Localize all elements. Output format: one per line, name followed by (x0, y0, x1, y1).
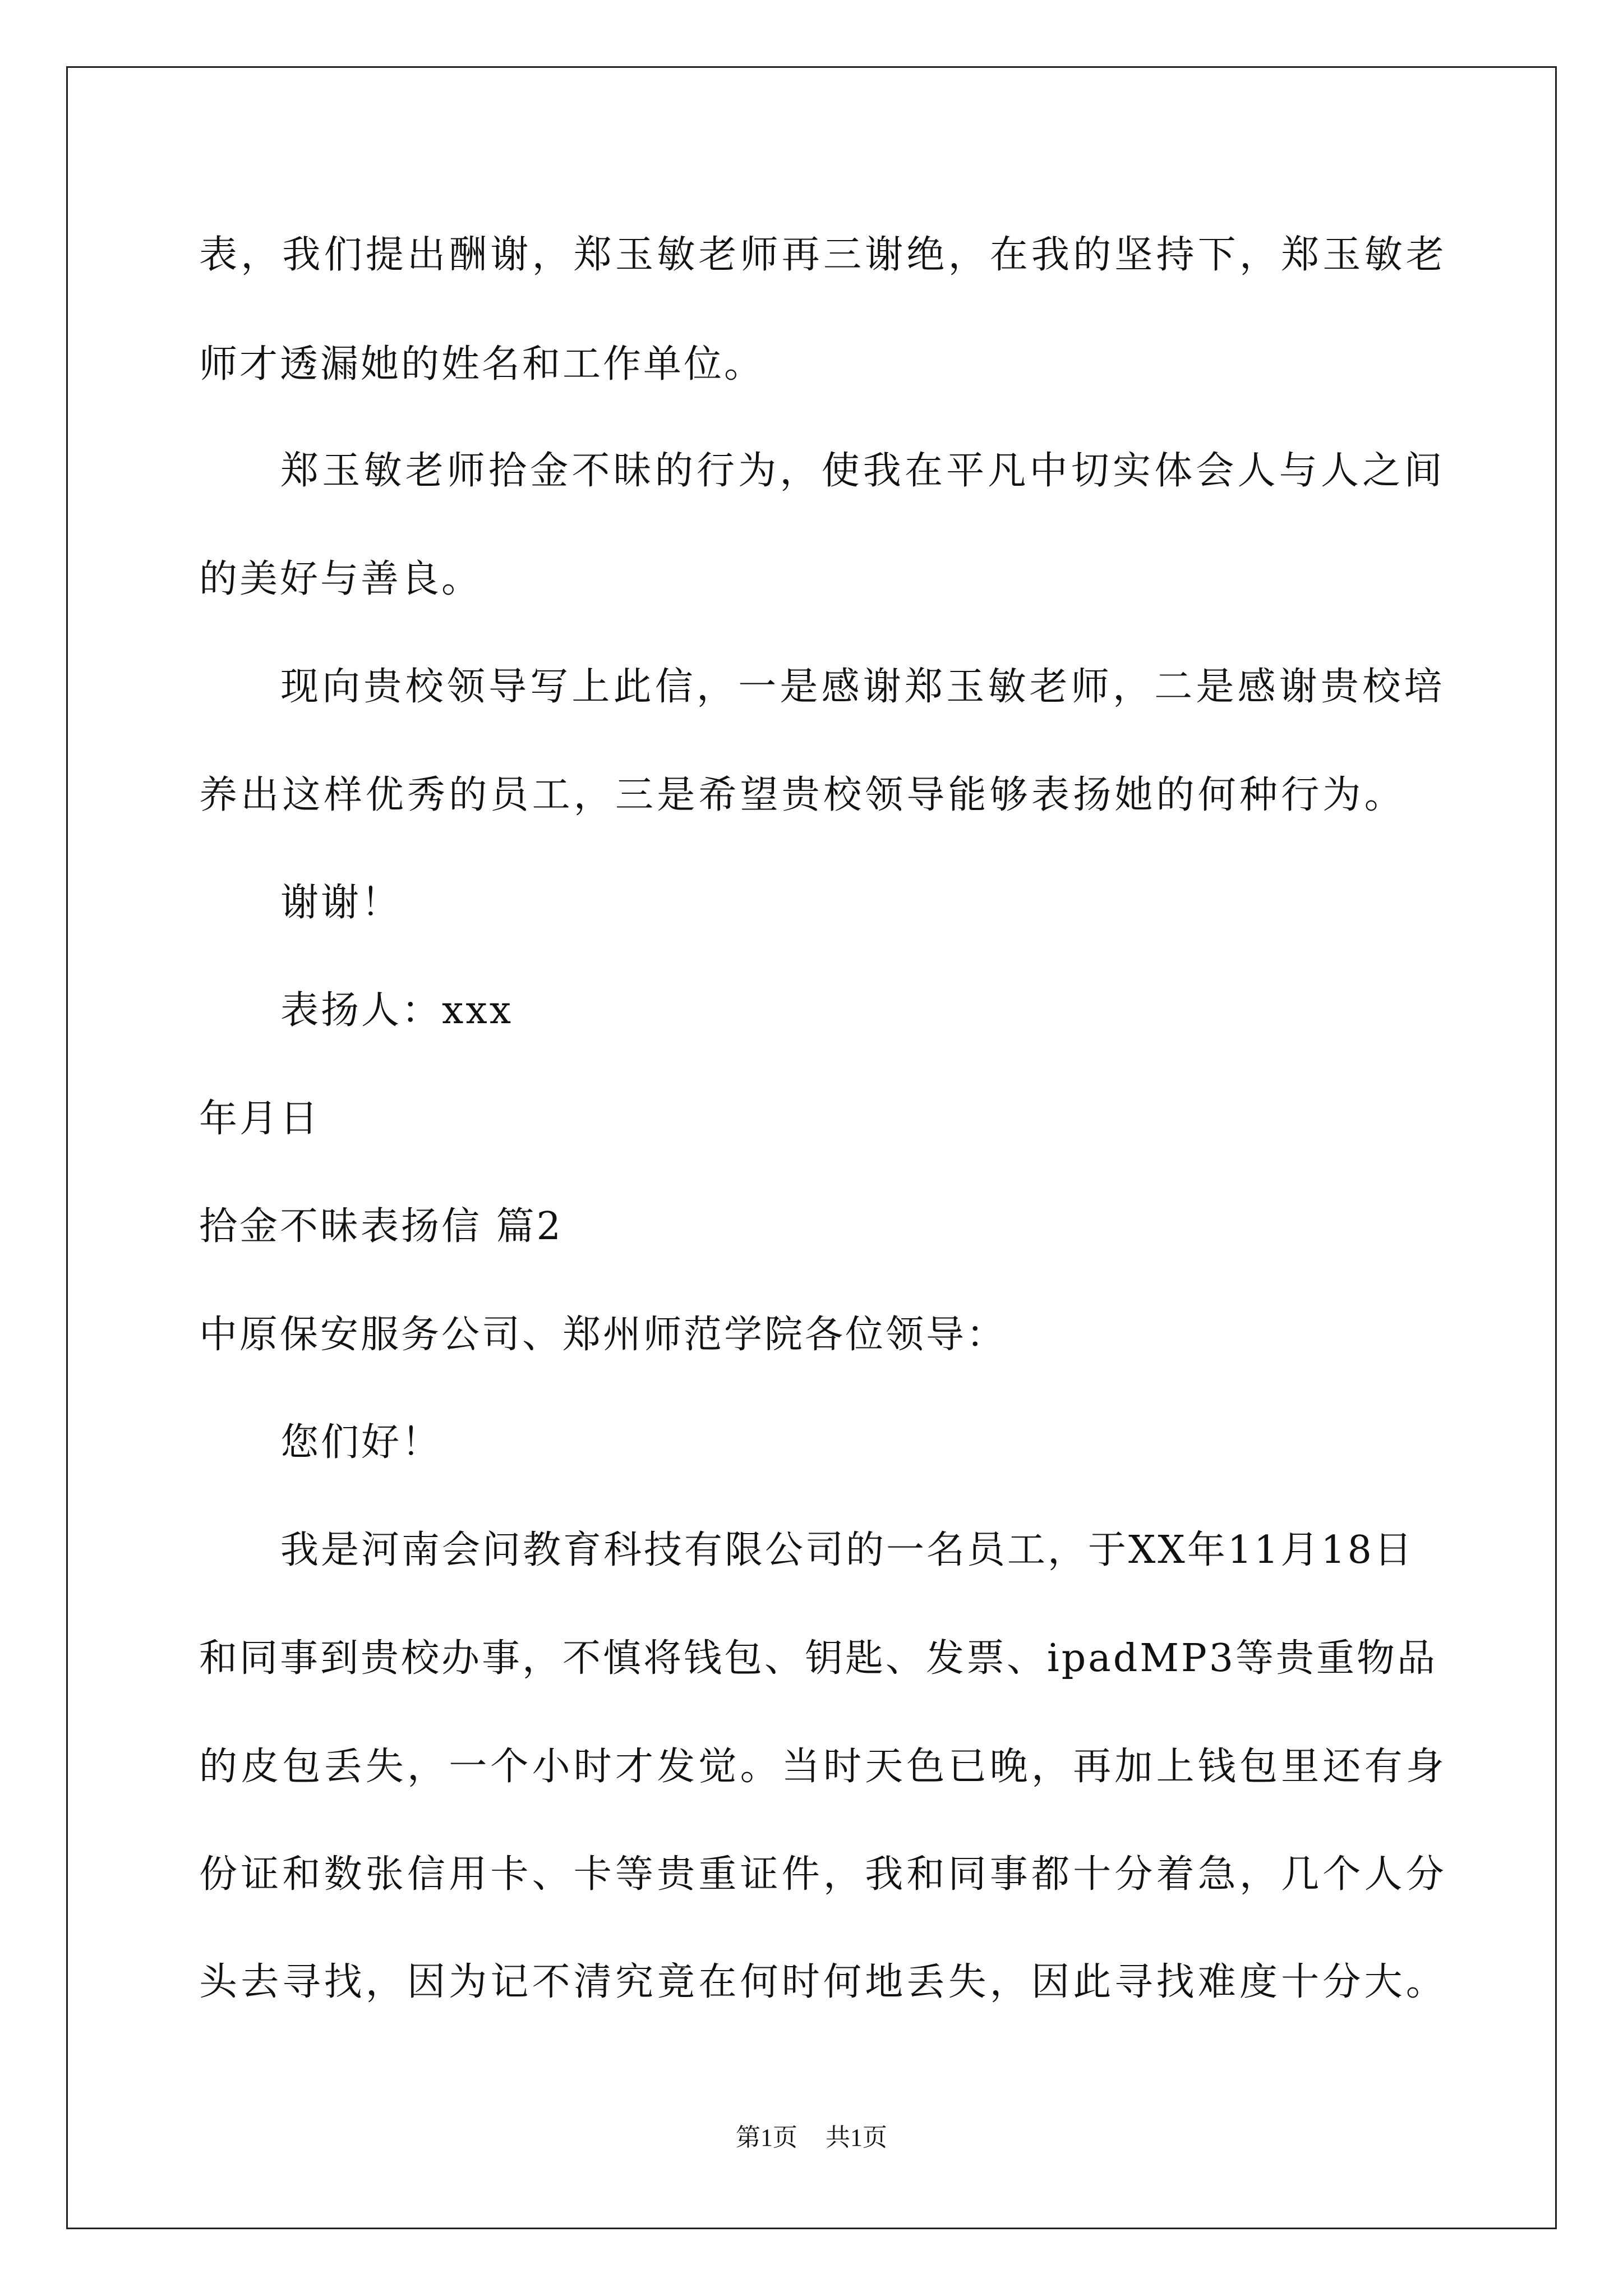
page-footer (0, 2123, 1623, 2152)
body-line-1: 表，我们提出酬谢，郑玉敏老师再三谢绝，在我的坚持下，郑玉敏老 (199, 233, 1448, 277)
page-number: 第1页 (736, 2124, 797, 2151)
body-line-5: 现向贵校领导写上此信，一是感谢郑玉敏老师，二是感谢贵校培 (280, 665, 1446, 709)
signature-line: 表扬人：xxx (280, 988, 514, 1033)
date-line: 年月日 (199, 1097, 321, 1141)
body-line-2: 师才透漏她的姓名和工作单位。 (199, 342, 765, 386)
greeting: 您们好！ (280, 1420, 442, 1465)
closing-thanks: 谢谢！ (280, 881, 402, 925)
body-line-15: 的皮包丢失，一个小时才发觉。当时天色已晚，再加上钱包里还有身 (199, 1745, 1448, 1789)
body-line-13: 我是河南会问教育科技有限公司的一名员工，于XX年11月18日 (280, 1528, 1414, 1572)
page-border (66, 66, 1557, 2229)
body-line-4: 的美好与善良。 (199, 557, 482, 601)
section-heading: 拾金不昧表扬信 篇2 (199, 1204, 563, 1249)
body-line-3: 郑玉敏老师拾金不昧的行为，使我在平凡中切实体会人与人之间 (280, 449, 1446, 493)
body-line-17: 头去寻找，因为记不清究竟在何时何地丢失，因此寻找难度十分大。 (199, 1960, 1448, 2004)
body-line-6: 养出这样优秀的员工，三是希望贵校领导能够表扬她的何种行为。 (199, 773, 1406, 817)
body-line-16: 份证和数张信用卡、卡等贵重证件，我和同事都十分着急，几个人分 (199, 1852, 1448, 1897)
salutation: 中原保安服务公司、郑州师范学院各位领导： (199, 1313, 1007, 1357)
body-line-14: 和同事到贵校办事，不慎将钱包、钥匙、发票、ipadMP3等贵重物品 (199, 1636, 1437, 1681)
page-total: 共1页 (826, 2124, 887, 2151)
